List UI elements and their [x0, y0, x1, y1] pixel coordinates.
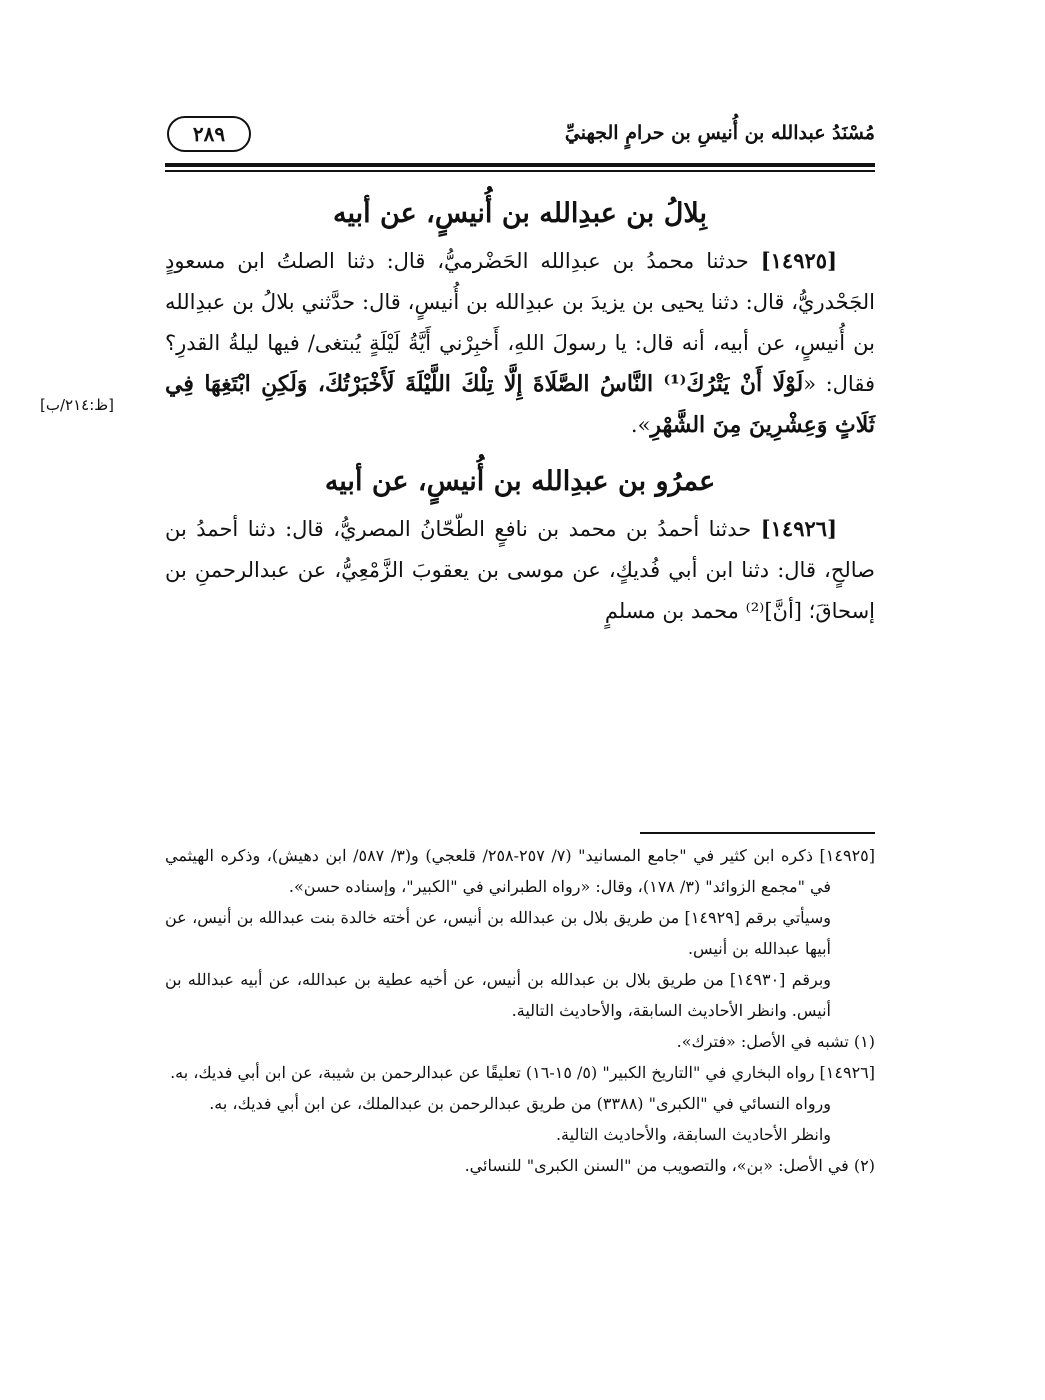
page-number: ٢٨٩: [167, 116, 251, 152]
hadith-text: حدثنا أحمدُ بن محمد بن نافعٍ الطّحّانُ المصريُّ، قال: دثنا أحمدُ بن صالحٍ، قال: دثنا ابن أبي فُديكٍ، عن موسى بن يعقوبَ الزَّمْعِيُّ، عن عبدالرحمنِ بن إسحاقَ؛ [أنَّ]⁽²⁾ محمد بن مسلمٍ: [165, 517, 875, 623]
footnote-separator: [640, 832, 875, 834]
hadith-14926: [165, 508, 875, 632]
footnote: [١٤٩٢٥] ذكره ابن كثير في "جامع المسانيد" (٧/ ٢٥٧-٢٥٨/ قلعجي) و(٣/ ٥٨٧/ ابن دهيش)، وذكره الهيثمي في "مجمع الزوائد" (٣/ ١٧٨)، وقال: «رواه الطبراني في "الكبير"، وإسناده حسن».: [165, 846, 876, 896]
hadith-number: [١٤٩٢٦]: [760, 516, 837, 541]
footnote: ورواه النسائي في "الكبرى" (٣٣٨٨) من طريق عبدالرحمن بن عبدالملك، عن ابن أبي فديك، به.: [209, 1094, 831, 1113]
footnote: [١٤٩٢٦] رواه البخاري في "التاريخ الكبير" (٥/ ١٥-١٦) تعليقًا عن عبدالرحمن بن شيبة، عن ابن أبي فديك، به.: [170, 1063, 875, 1082]
header-rule-thin: [165, 170, 875, 172]
footnote: وسيأتي برقم [١٤٩٢٩] من طريق بلال بن عبدالله بن أنيس، عن أخته خالدة بنت عبدالله بن أنيس، عن أبيها عبدالله بن أنيس.: [165, 908, 831, 958]
section-heading-amr: عمرُو بن عبدِالله بن أُنيسٍ، عن أبيه: [324, 466, 716, 497]
page-header: [165, 108, 875, 160]
footnote: (١) تشبه في الأصل: «فترك».: [676, 1032, 875, 1051]
running-title: مُسْنَدُ عبدالله بن أُنيسِ بن حرامٍ الجهنيِّ: [564, 122, 875, 144]
header-rule-thick: [165, 163, 875, 167]
hadith-14925: [165, 240, 875, 446]
quote-close: ».: [630, 413, 651, 437]
footnote: وانظر الأحاديث السابقة، والأحاديث التالية.: [555, 1125, 831, 1144]
main-text: [165, 188, 875, 632]
hadith-number: [١٤٩٢٥]: [760, 248, 837, 273]
prophetic-quote: لَوْلَا أَنْ يَتْرُكَ⁽¹⁾ النَّاسُ الصَّلَاةَ إِلَّا تِلْكَ اللَّيْلَةَ لَأَخْبَرْتُكَ، وَلَكِنِ ابْتَغِهَا فِي ثَلَاثٍ وَعِشْرِينَ مِنَ الشَّهْرِ: [165, 371, 875, 438]
hadith-text: حدثنا محمدُ بن عبدِالله الحَضْرميُّ، قال: دثنا الصلتُ ابن مسعودٍ الجَحْدريُّ، قال: دثنا يحيى بن يزيدَ بن عبدِالله بن أُنيسٍ، قال: حدَّثني بلالُ بن عبدِالله بن أُنيسٍ، عن أبيه، أنه قال: يا رسولَ اللهِ، أَخبِرْني أَيَّةُ لَيْلَةٍ يُبتغى/ فيها ليلةُ القدرِ؟ فقال: «: [165, 249, 875, 396]
section-heading-bilal: بِلالُ بن عبدِالله بن أُنيسٍ، عن أبيه: [333, 198, 707, 229]
footnote: وبرقم [١٤٩٣٠] من طريق بلال بن عبدالله بن أنيس، عن أخيه عطية بن عبدالله، عن أبيه عبدالله بن أنيس. وانظر الأحاديث السابقة، والأحاديث التالية.: [165, 970, 831, 1020]
footnote: (٢) في الأصل: «بن»، والتصويب من "السنن الكبرى" للنسائي.: [464, 1156, 875, 1175]
manuscript-margin-note: [ظ:٢١٤/ب]: [40, 396, 114, 414]
footnotes: [165, 840, 875, 1181]
